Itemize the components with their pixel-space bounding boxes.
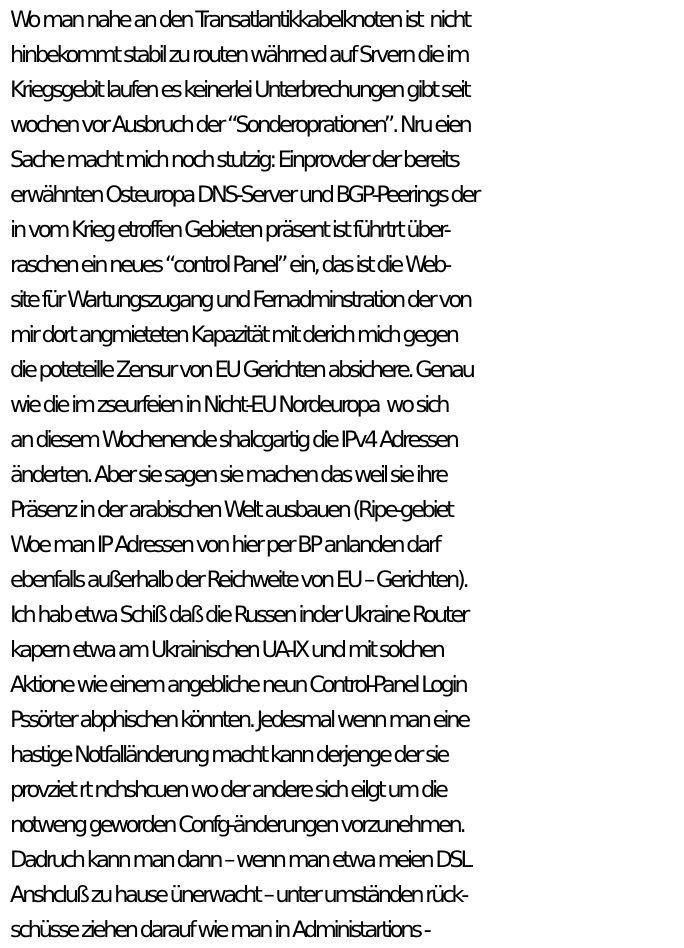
text-line: Präsenz in der arabischen Welt ausbauen (Ripe-gebiet bbox=[10, 497, 452, 523]
text-line: Kriegsgebit laufen es keinerlei Unterbrechungen gibt seit bbox=[10, 77, 469, 103]
text-line: hinbekommt stabil zu routen währned auf Srvern die im bbox=[10, 42, 468, 68]
text-line: die poteteille Zensur von EU Gerichten absichere. Genau bbox=[10, 357, 473, 383]
text-line: wie die im zseurfeien in Nicht-EU Nordeuropa wo sich bbox=[10, 392, 448, 418]
text-line: Pssörter abphischen könnten. Jedesmal wenn man eine bbox=[10, 707, 468, 733]
text-line: wochen vor Ausbruch der “Sonderoprationen”. Nru eien bbox=[10, 112, 470, 138]
text-line: raschen ein neues “control Panel” ein, das ist die Web- bbox=[10, 252, 450, 278]
text-line: Aktione wie einem angebliche neun Control-Panel Login bbox=[10, 672, 466, 698]
text-line: kapern etwa am Ukrainischen UA-IX und mit solchen bbox=[10, 637, 443, 663]
text-line: Anshcluß zu hause ünerwacht – unter umständen rück- bbox=[10, 882, 467, 908]
text-line: hastige Notfalländerung macht kann derjenge der sie bbox=[10, 742, 448, 768]
text-line: in vom Krieg etroffen Gebieten präsent ist führtrt über- bbox=[10, 217, 449, 243]
text-line: ebenfalls außerhalb der Reichweite von EU – Gerichten). bbox=[10, 567, 467, 593]
body-text bbox=[10, 3, 682, 948]
text-line: Dadruch kann man dann – wenn man etwa meien DSL bbox=[10, 847, 470, 873]
text-line: änderten. Aber sie sagen sie machen das weil sie ihre bbox=[10, 462, 446, 488]
text-line: schüsse ziehen darauf wie man in Administartions - bbox=[10, 917, 429, 943]
text-line: Sache macht mich noch stutzig: Einprovder der bereits bbox=[10, 147, 458, 173]
text-line: Ich hab etwa Schiß daß die Russen inder Ukraine Router bbox=[10, 602, 468, 628]
text-line: erwähnten Osteuropa DNS-Server und BGP-Peerings der bbox=[10, 182, 479, 208]
text-line: an diesem Wochenende shalcgartig die IPv4 Adressen bbox=[10, 427, 457, 453]
text-line: Wo man nahe an den Transatlantikkabelknoten ist nicht bbox=[10, 7, 469, 33]
text-line: provziet rt nchshcuen wo der andere sich eilgt um die bbox=[10, 777, 446, 803]
text-line: site für Wartungszugang und Fernadminstration der von bbox=[10, 287, 470, 313]
text-line: Woe man IP Adressen von hier per BP anlanden darf bbox=[10, 532, 439, 558]
text-line: mir dort angmieteten Kapazität mit derich mich gegen bbox=[10, 322, 457, 348]
text-line: notweng geworden Confg-änderungen vorzunehmen. bbox=[10, 812, 464, 838]
